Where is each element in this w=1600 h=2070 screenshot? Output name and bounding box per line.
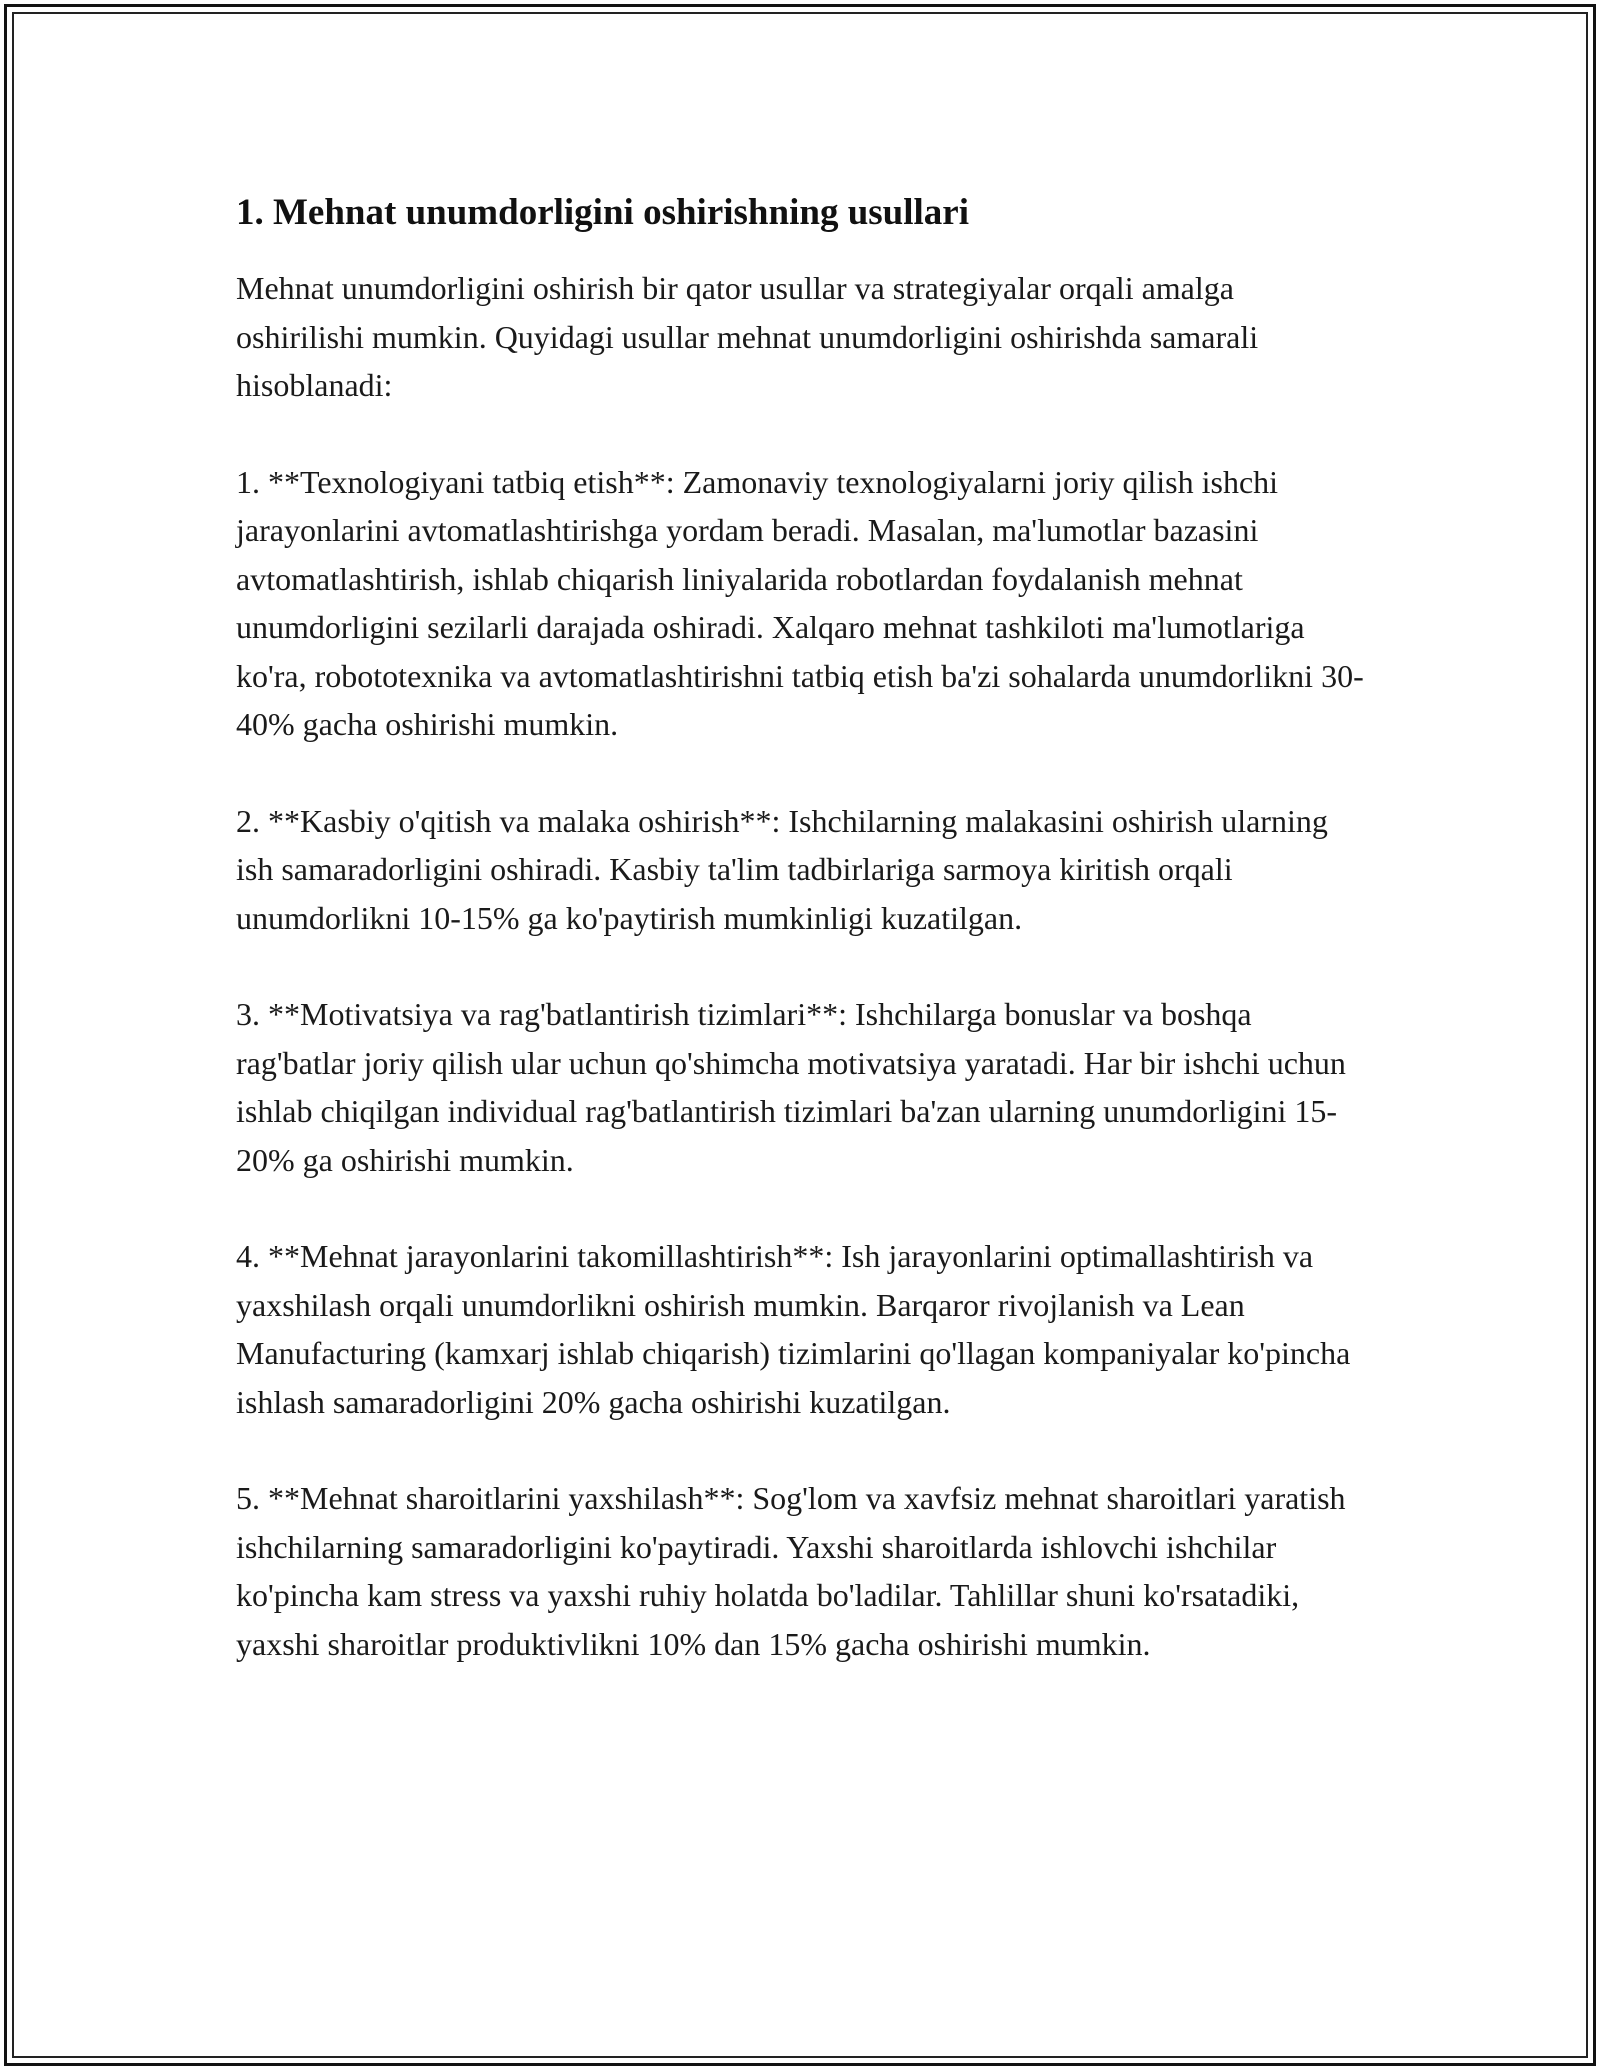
intro-paragraph: Mehnat unumdorligini oshirish bir qator usullar va strategiyalar orqali amalga oshirilishi mumkin. Quyidagi usullar mehnat unumdorligini oshirishda samarali hisoblanadi: [236, 270, 1259, 403]
method-item-process-improvement: 4. **Mehnat jarayonlarini takomillashtirish**: Ish jarayonlarini optimallashtirish va yaxshilash orqali unumdorlikni oshirish mumkin. Barqaror rivojlanish va Lean Manufacturing (kamxarj ishlab chiqarish) tizimlarini qo'llagan kompaniyalar ko'pincha ishlash samaradorligini 20% gacha oshirishi kuzatilgan. [236, 1238, 1351, 1420]
document-body [236, 188, 1366, 1668]
section-heading: 1. Mehnat unumdorligini oshirishning usullari [236, 192, 970, 233]
method-item-working-conditions: 5. **Mehnat sharoitlarini yaxshilash**: Sog'lom va xavfsiz mehnat sharoitlari yaratish ishchilarning samaradorligini ko'paytiradi. Yaxshi sharoitlarda ishlovchi ishchilar ko'pincha kam stress va yaxshi ruhiy holatda bo'ladilar. Tahlillar shuni ko'rsatadiki, yaxshi sharoitlar produktivlikni 10% dan 15% gacha oshirishi mumkin. [236, 1480, 1346, 1662]
method-item-training: 2. **Kasbiy o'qitish va malaka oshirish**: Ishchilarning malakasini oshirish ularning ish samaradorligini oshiradi. Kasbiy ta'lim tadbirlariga sarmoya kiritish orqali unumdorlikni 10-15% ga ko'paytirish mumkinligi kuzatilgan. [236, 802, 1328, 936]
method-item-technology: 1. **Texnologiyani tatbiq etish**: Zamonaviy texnologiyalarni joriy qilish ishchi jarayonlarini avtomatlashtirishga yordam beradi. Masalan, ma'lumotlar bazasini avtomatlashtirish, ishlab chiqarish liniyalarida robotlardan foydalanish mehnat unumdorligini sezilarli darajada oshiradi. Xalqaro mehnat tashkiloti ma'lumotlariga ko'ra, robototexnika va avtomatlashtirishni tatbiq etish ba'zi sohalarda unumdorlikni 30-40% gacha oshirishi mumkin. [236, 463, 1364, 742]
method-item-motivation: 3. **Motivatsiya va rag'batlantirish tizimlari**: Ishchilarga bonuslar va boshqa rag'batlar joriy qilish ular uchun qo'shimcha motivatsiya yaratadi. Har bir ishchi uchun ishlab chiqilgan individual rag'batlantirish tizimlari ba'zan ularning unumdorligini 15-20% ga oshirishi mumkin. [236, 996, 1346, 1178]
